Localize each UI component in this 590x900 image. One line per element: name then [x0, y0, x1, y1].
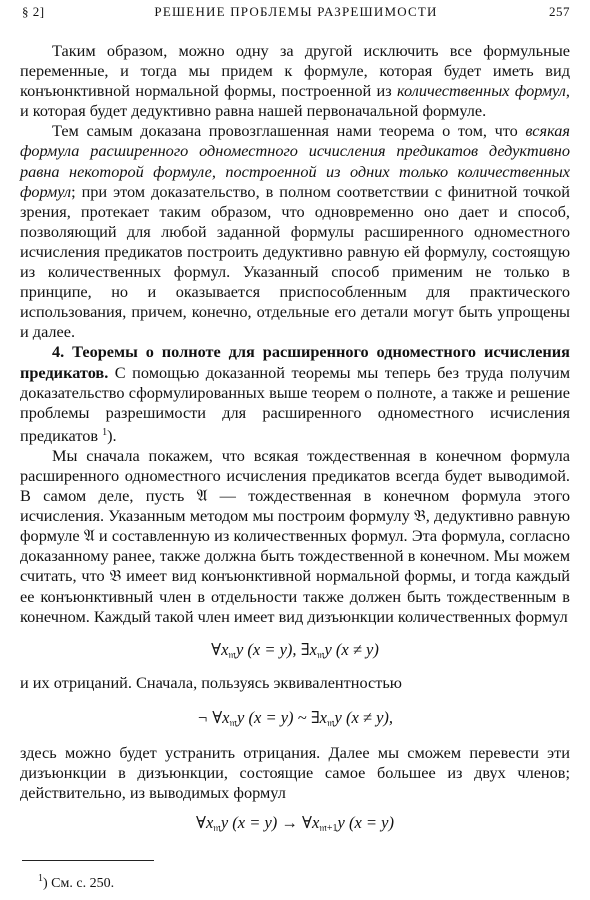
formula-subscript: 𝔪+1 — [319, 823, 338, 835]
formula-subscript: 𝔪 — [326, 717, 335, 729]
formula-part: y (x = y) → ∀x — [220, 813, 320, 833]
formula-subscript: 𝔪 — [229, 717, 238, 729]
paragraph-1 — [20, 41, 570, 121]
formula-part: ∀x — [196, 813, 214, 833]
paragraph-text: ). — [107, 425, 117, 445]
paragraph-text: Таким образом, можно одну за другой исключить все формульные переменные, и тогда мы придем к формуле, которая будет иметь вид конъюнктивной нормальной формы, построенной из — [20, 41, 570, 101]
footnote-text: ) См. с. 250. — [43, 876, 115, 891]
running-title: РЕШЕНИЕ ПРОБЛЕМЫ РАЗРЕШИМОСТИ — [154, 4, 438, 19]
formula-part: ¬ ∀x — [196, 707, 230, 727]
theorem-statement: всякая формула расширенного одноместного исчисления предикатов дедуктивно равна некоторой формуле, построенной из одних только количественных формул — [20, 121, 570, 201]
formula-quantifier-forms — [20, 627, 570, 673]
formula-subscript: 𝔪 — [228, 649, 236, 661]
paragraph-text: ; при этом доказательство, в полном соответствии с финитной точкой зрения, протекает таким образом, что одновременно оно дает и способ, позволяющий для любой заданной формулы расширенного одноместного исчисления предикатов построить дедуктивно равную ей формулу, состоящую из количественных формул. Указанный способ применим не только в принципе, но и оказывается приспособленным для практического использования, причем, конечно, отдельные его детали могут быть упрощены и далее. — [20, 181, 570, 342]
paragraph-text: С помощью доказанной теоремы мы теперь без труда получим доказательство сформулированных выше теорем о полноте, а также и решение проблемы разрешимости для расширенного одноместного исчисления предикатов — [20, 362, 570, 445]
paragraph-5: и их отрицаний. Сначала, пользуясь эквивалентностью — [20, 672, 402, 692]
paragraph-3 — [20, 342, 570, 445]
footnote — [38, 873, 114, 892]
paragraph-text: Тем самым доказана провозглашенная нами теорема о том, что — [52, 121, 526, 141]
section-marker: § 2] — [22, 4, 45, 19]
paragraph-4: Мы сначала покажем, что всякая тождественная в конечном формула расширенного одноместного исчисления предикатов всегда будет выводимой. В самом деле, пусть 𝔄 — тождественная в конечном формула этого исчисления. Указанным методом мы построим формулу 𝔅, дедуктивно равную формуле 𝔄 и составленную из количественных формул. Эта формула, согласно доказанному ранее, также должна быть тождественной в конечном. Мы можем считать, что 𝔅 имеет вид конъюнктивной нормальной формы, и тогда каждый ее конъюнктивный член в отдельности также должен быть тождественным в конечном. Каждый такой член имеет вид дизъюнкции количественных формул — [20, 445, 570, 626]
running-header — [22, 4, 570, 26]
formula-part: y (x = y) — [337, 813, 394, 833]
main-text — [20, 41, 570, 843]
italic-term: количественных формул — [397, 81, 566, 101]
formula-part: y (x = y) ~ ∃x — [237, 707, 327, 727]
formula-subscript: 𝔪 — [213, 823, 221, 835]
paragraph-6: здесь можно будет устранить отрицания. Далее мы сможем перевести эти дизъюнкции в дизъюнкции, состоящие самое большее из двух членов; действительно, из выводимых формул — [20, 742, 570, 802]
paragraph-2 — [20, 121, 570, 342]
formula-part: ∀x — [211, 639, 229, 659]
page-number: 257 — [549, 4, 570, 19]
footnote-rule — [22, 860, 154, 861]
subsection-heading: 4. Теоремы о полноте для расширенного одноместного исчисления предикатов. — [20, 342, 570, 382]
footnote-number: 1 — [38, 873, 43, 884]
formula-subscript: 𝔪 — [316, 649, 325, 661]
formula-part: y (x ≠ y) — [324, 639, 379, 659]
paragraph-text: , и которая будет дедуктивно равна нашей первоначальной формуле. — [20, 81, 570, 121]
formula-part: y (x = y), ∃x — [235, 639, 317, 659]
formula-equivalence — [20, 693, 570, 743]
footnote-reference[interactable]: 1 — [102, 426, 108, 438]
formula-part: y (x ≠ y), — [334, 707, 394, 727]
formula-implication — [20, 803, 570, 843]
